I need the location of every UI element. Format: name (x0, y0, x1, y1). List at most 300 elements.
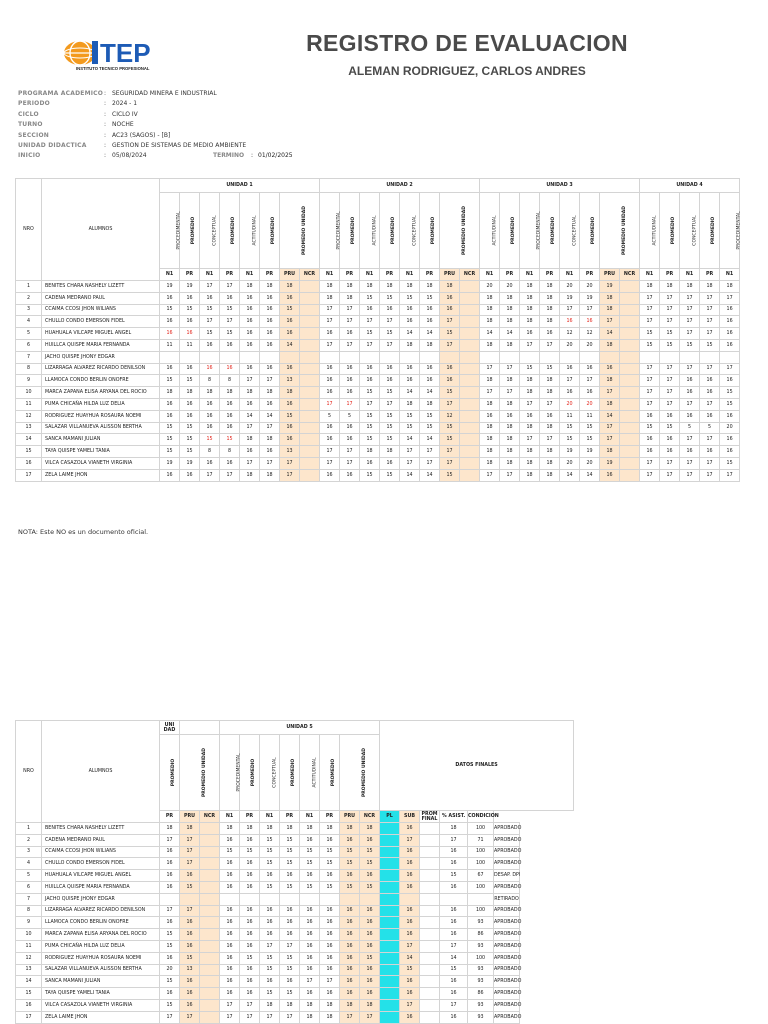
grade-cell: 17 (420, 457, 440, 469)
grade-cell: 16 (720, 339, 740, 351)
grade-cell (460, 375, 480, 387)
grade-cell (300, 328, 320, 340)
column-header-label: CONCEPTUAL (412, 215, 418, 246)
row-number: 12 (16, 410, 42, 422)
grade-cell: 17 (340, 1011, 360, 1023)
grade-cell: 15 (340, 881, 360, 893)
column-header-label: PROMEDIO (351, 216, 357, 245)
grade-cell: 18 (300, 999, 320, 1011)
table-row (16, 1011, 574, 1023)
row-number: 5 (16, 328, 42, 340)
grade-cell (620, 410, 640, 422)
grade-cell: 16 (320, 375, 340, 387)
table-row (16, 846, 574, 858)
grade-cell: 18 (280, 999, 300, 1011)
column-header (280, 193, 320, 269)
grade-cell: 16 (340, 469, 360, 481)
grade-cell: 20 (500, 281, 520, 293)
grade-cell: 15 (360, 469, 380, 481)
grade-cell: 16 (340, 940, 360, 952)
column-header (560, 193, 580, 269)
column-header-label: PROCEDIMENTAL (336, 211, 342, 250)
column-header-label: PROMEDIO (331, 758, 337, 787)
grade-cell: 18 (380, 281, 400, 293)
grade-cell: 18 (340, 823, 360, 835)
grade-cell: 15 (440, 469, 460, 481)
grade-cell: 100 (468, 905, 494, 917)
sub-header-ncr: NCR (360, 811, 380, 823)
grade-cell: 16 (340, 375, 360, 387)
student-name-cell: TAYA QUISPE YAMELI TANIA (42, 988, 160, 1000)
grade-cell: 15 (300, 858, 320, 870)
grade-cell: 16 (340, 434, 360, 446)
grade-cell: 20 (720, 422, 740, 434)
grade-cell: 16 (320, 940, 340, 952)
grade-cell: 18 (500, 304, 520, 316)
grade-cell: 15 (720, 457, 740, 469)
grade-cell: 20 (480, 281, 500, 293)
grade-cell: 16 (420, 316, 440, 328)
grade-cell: 100 (468, 823, 494, 835)
grade-cell: 16 (260, 316, 280, 328)
grade-cell (200, 976, 220, 988)
grade-cell: 16 (700, 375, 720, 387)
grade-cell: 16 (280, 917, 300, 929)
table-row (16, 434, 740, 446)
grade-cell: 16 (640, 434, 660, 446)
column-header-label: PROCEDIMENTAL (236, 753, 242, 792)
grade-cell: 18 (480, 457, 500, 469)
grade-cell (460, 292, 480, 304)
info-value: NOCHE (112, 121, 134, 129)
grade-cell: 16 (340, 929, 360, 941)
student-name-cell: SALAZAR VILLANUEVA ALISSON BERTHA (42, 422, 160, 434)
grade-cell: 16 (180, 398, 200, 410)
grade-cell: 16 (220, 858, 240, 870)
column-header (580, 193, 600, 269)
grade-cell (300, 304, 320, 316)
grade-cell (620, 422, 640, 434)
grade-cell (620, 457, 640, 469)
row-number: 4 (16, 316, 42, 328)
condition-cell: APROBADO (494, 999, 520, 1011)
grade-cell: 18 (520, 292, 540, 304)
grade-cell: 16 (240, 834, 260, 846)
grade-cell: 15 (260, 952, 280, 964)
student-name-cell: CHULLO CONDO EMERSON FIDEL (42, 858, 160, 870)
grade-cell: 16 (440, 1011, 468, 1023)
grade-cell: 16 (440, 917, 468, 929)
student-name-cell: JACHO QUISPE JHONY EDGAR (42, 893, 160, 905)
grade-cell: 18 (540, 375, 560, 387)
column-header (260, 193, 280, 269)
grade-cell: 15 (360, 328, 380, 340)
grade-cell: 18 (240, 823, 260, 835)
grade-cell: 15 (420, 410, 440, 422)
grade-cell (200, 988, 220, 1000)
grade-cell: 16 (440, 858, 468, 870)
grade-cell: 17 (500, 363, 520, 375)
sub-header-n1: N1 (360, 269, 380, 281)
grade-cell: 18 (540, 281, 560, 293)
sub-header-pr: PR (240, 811, 260, 823)
student-name-cell: CADENA MEDRANO PAUL (42, 292, 160, 304)
grade-cell (420, 1011, 440, 1023)
grade-cell: 16 (160, 316, 180, 328)
grade-cell: 15 (220, 328, 240, 340)
grade-cell: 16 (560, 363, 580, 375)
student-name-cell: RODRIGUEZ HUAYHUA ROSAURA NOEMI (42, 410, 160, 422)
grade-cell: 17 (220, 281, 240, 293)
grade-cell: 17 (320, 339, 340, 351)
grade-cell (200, 893, 220, 905)
grade-cell: 16 (160, 870, 180, 882)
grade-cell: 86 (468, 988, 494, 1000)
grade-cell: 17 (360, 339, 380, 351)
grade-cell: 16 (320, 964, 340, 976)
grade-cell: 16 (660, 434, 680, 446)
grade-cell: 16 (220, 976, 240, 988)
grade-cell (380, 988, 400, 1000)
grade-cell (620, 292, 640, 304)
grade-cell (300, 398, 320, 410)
sub-header-n1: N1 (720, 269, 740, 281)
grade-cell: 18 (340, 999, 360, 1011)
grade-cell: 17 (200, 469, 220, 481)
grade-cell: 17 (440, 446, 460, 458)
condition-cell: APROBADO (494, 988, 520, 1000)
sub-header-n1: N1 (640, 269, 660, 281)
sub-header-pr: PR (380, 269, 400, 281)
grade-cell (460, 446, 480, 458)
grade-cell: 16 (160, 881, 180, 893)
student-name-cell: HUILLCA QUISPE MARIA FERNANDA (42, 339, 160, 351)
grade-cell: 16 (160, 328, 180, 340)
grade-cell: 17 (240, 375, 260, 387)
grade-cell: 17 (200, 316, 220, 328)
sub-header-pr: PR (320, 811, 340, 823)
grade-cell: 16 (400, 929, 420, 941)
grade-cell: 16 (220, 952, 240, 964)
grade-cell: 16 (300, 940, 320, 952)
grade-cell (380, 976, 400, 988)
grade-cell: 15 (200, 328, 220, 340)
table-row (16, 457, 740, 469)
grade-cell (260, 351, 280, 363)
row-number: 9 (16, 917, 42, 929)
grade-cell (620, 446, 640, 458)
grade-cell: 18 (360, 823, 380, 835)
grade-cell: 18 (520, 387, 540, 399)
column-header-label: ACTITUDINAL (312, 757, 318, 788)
grade-cell: 16 (400, 375, 420, 387)
grade-cell: 15 (720, 387, 740, 399)
grade-cell: 15 (280, 858, 300, 870)
column-header (420, 193, 440, 269)
grade-cell: 16 (700, 410, 720, 422)
grade-cell: 16 (160, 917, 180, 929)
grade-cell (480, 351, 500, 363)
grade-cell: 17 (300, 976, 320, 988)
grade-cell: 16 (220, 457, 240, 469)
grade-cell: 17 (640, 469, 660, 481)
grade-cell: 16 (380, 457, 400, 469)
grade-cell: 16 (320, 870, 340, 882)
grade-cell (420, 846, 440, 858)
grade-cell: 16 (180, 940, 200, 952)
grade-cell: 16 (280, 398, 300, 410)
grade-cell: 17 (380, 339, 400, 351)
grade-cell: 17 (560, 375, 580, 387)
grade-cell: 17 (380, 316, 400, 328)
grade-cell: 16 (240, 858, 260, 870)
grade-cell: 17 (440, 398, 460, 410)
grade-cell: 15 (160, 434, 180, 446)
grade-cell: 18 (480, 339, 500, 351)
grade-cell: 16 (160, 292, 180, 304)
student-name-cell: LIZARRAGA ALVAREZ RICARDO DENILSON (42, 363, 160, 375)
grade-cell (440, 351, 460, 363)
grade-cell: 15 (440, 422, 460, 434)
grade-cell: 17 (700, 363, 720, 375)
sub-header-pr: PR (540, 269, 560, 281)
grade-cell: 18 (500, 375, 520, 387)
column-header (160, 735, 180, 811)
grade-cell: 18 (600, 292, 620, 304)
grade-cell: 17 (640, 457, 660, 469)
grade-cell: 17 (680, 398, 700, 410)
grade-cell: 16 (160, 988, 180, 1000)
student-name: ALEMAN RODRIGUEZ, CARLOS ANDRES (348, 64, 586, 78)
grade-cell: 16 (400, 905, 420, 917)
grade-cell: 18 (280, 823, 300, 835)
grade-cell: 15 (180, 304, 200, 316)
grade-cell: 16 (540, 410, 560, 422)
grade-cell: 16 (320, 834, 340, 846)
grade-cell: 15 (160, 940, 180, 952)
grade-cell: 18 (540, 292, 560, 304)
grade-cell: 18 (520, 422, 540, 434)
grade-cell: 15 (680, 339, 700, 351)
grade-cell: 16 (160, 398, 180, 410)
grade-cell (300, 422, 320, 434)
sub-header-pru: PRU (340, 811, 360, 823)
info-label: CICLO (18, 110, 39, 118)
student-name-cell: PUMA CHICAÑA HILDA LUZ DELIA (42, 940, 160, 952)
grade-cell (380, 823, 400, 835)
table-row (16, 316, 740, 328)
sub-header-pr: PR (160, 811, 180, 823)
grade-cell: 16 (560, 316, 580, 328)
grade-cell (280, 351, 300, 363)
grade-cell: 16 (440, 905, 468, 917)
grade-cell: 16 (360, 988, 380, 1000)
grade-cell: 20 (580, 457, 600, 469)
column-header-label: PROCEDIMENTAL (736, 211, 742, 250)
grade-cell: 16 (440, 988, 468, 1000)
grade-cell: 16 (240, 292, 260, 304)
grade-cell: 17 (660, 363, 680, 375)
grade-cell: 15 (420, 422, 440, 434)
grade-cell: 16 (180, 410, 200, 422)
grade-cell: 16 (180, 870, 200, 882)
grade-cell: 71 (468, 834, 494, 846)
student-name-cell: ZELA LAIME JHON (42, 1011, 160, 1023)
grade-cell (380, 905, 400, 917)
grade-cell: 15 (260, 988, 280, 1000)
row-number: 6 (16, 881, 42, 893)
row-number: 11 (16, 940, 42, 952)
grade-cell (620, 316, 640, 328)
grade-cell: 17 (600, 434, 620, 446)
grade-cell: 16 (220, 339, 240, 351)
grade-cell: 16 (440, 881, 468, 893)
grade-cell: 14 (480, 328, 500, 340)
grade-cell: 16 (320, 988, 340, 1000)
grade-cell: 18 (700, 281, 720, 293)
grade-cell: 16 (560, 387, 580, 399)
grade-cell (620, 434, 640, 446)
grade-cell: 16 (280, 328, 300, 340)
sub-header-cond: CONDICION (468, 811, 494, 823)
grade-cell (380, 940, 400, 952)
grade-cell: 18 (520, 375, 540, 387)
row-number: 10 (16, 387, 42, 399)
grade-cell: 16 (240, 905, 260, 917)
grade-cell: 18 (520, 281, 540, 293)
grade-cell: 18 (500, 457, 520, 469)
grade-cell: 16 (580, 387, 600, 399)
grade-cell: 17 (440, 940, 468, 952)
grade-cell: 16 (240, 339, 260, 351)
sub-header-ncr: NCR (460, 269, 480, 281)
column-header (320, 735, 340, 811)
grade-cell: 11 (180, 339, 200, 351)
grade-cell (420, 823, 440, 835)
column-header-label: PROCEDIMENTAL (176, 211, 182, 250)
row-number: 13 (16, 964, 42, 976)
grade-cell: 15 (180, 422, 200, 434)
column-header (380, 193, 400, 269)
column-header-label: PROMEDIO (171, 758, 177, 787)
grade-cell: 93 (468, 964, 494, 976)
alumnos-header: ALUMNOS (42, 179, 160, 281)
column-header (520, 193, 540, 269)
grade-cell: 18 (480, 292, 500, 304)
grade-cell (240, 351, 260, 363)
grade-cell: 15 (400, 422, 420, 434)
table-row (16, 410, 740, 422)
grade-cell (340, 351, 360, 363)
grade-cell: 16 (220, 940, 240, 952)
grade-cell (160, 893, 180, 905)
grade-cell: 16 (180, 976, 200, 988)
unit-header-blank (180, 721, 220, 735)
grade-cell: 17 (340, 339, 360, 351)
grade-cell: 15 (380, 434, 400, 446)
grade-cell: 14 (420, 434, 440, 446)
start-date: 05/08/2024 (112, 152, 147, 160)
sub-header-pr: PR (260, 269, 280, 281)
table-row (16, 988, 574, 1000)
grade-cell: 18 (400, 281, 420, 293)
grade-cell (420, 952, 440, 964)
grade-cell: 17 (400, 940, 420, 952)
column-header (480, 193, 500, 269)
grade-cell: 17 (320, 446, 340, 458)
grade-cell: 16 (240, 398, 260, 410)
grade-cell: 18 (320, 1011, 340, 1023)
table-row (16, 905, 574, 917)
grade-cell: 17 (320, 457, 340, 469)
grade-cell: 16 (400, 881, 420, 893)
grade-cell: 17 (640, 292, 660, 304)
grade-cell: 17 (680, 457, 700, 469)
grade-cell: 16 (240, 976, 260, 988)
grade-cell (420, 988, 440, 1000)
student-name-cell: LLAMOCA CONDO BERLIN ONOFRE (42, 375, 160, 387)
grade-cell (640, 351, 660, 363)
table-row (16, 929, 574, 941)
grade-cell: 16 (340, 905, 360, 917)
grade-cell: 19 (160, 457, 180, 469)
grade-cell (380, 917, 400, 929)
grade-cell: 16 (500, 410, 520, 422)
nro-header: NRO (16, 179, 42, 281)
grade-cell: 93 (468, 999, 494, 1011)
grade-cell: 17 (720, 363, 740, 375)
grade-cell: 17 (240, 422, 260, 434)
grade-cell: 16 (220, 363, 240, 375)
grade-cell: 18 (480, 375, 500, 387)
table-row (16, 375, 740, 387)
grade-cell: 16 (300, 834, 320, 846)
grade-cell: 16 (720, 375, 740, 387)
itep-logo (56, 38, 186, 72)
grade-cell: 17 (220, 999, 240, 1011)
grade-cell: 16 (420, 363, 440, 375)
grade-cell: 18 (480, 304, 500, 316)
grade-cell: 16 (660, 410, 680, 422)
grade-cell: 16 (280, 976, 300, 988)
sub-header-pr: PR (420, 269, 440, 281)
grade-cell (180, 893, 200, 905)
column-header-label: CONCEPTUAL (272, 757, 278, 788)
grade-cell (200, 1011, 220, 1023)
grade-cell: 17 (280, 940, 300, 952)
grade-cell: 16 (300, 964, 320, 976)
table-row (16, 304, 740, 316)
grade-cell: 16 (340, 870, 360, 882)
condition-cell: APROBADO (494, 929, 520, 941)
grade-cell: 16 (400, 988, 420, 1000)
table-row (16, 881, 574, 893)
grade-cell (600, 351, 620, 363)
grade-cell: 16 (340, 387, 360, 399)
grade-cell: 16 (480, 410, 500, 422)
grade-cell: 5 (700, 422, 720, 434)
grade-cell: 15 (180, 446, 200, 458)
row-number: 14 (16, 434, 42, 446)
grade-cell: 18 (520, 446, 540, 458)
grade-cell: 11 (560, 410, 580, 422)
grade-cell: 15 (200, 304, 220, 316)
grade-cell (380, 964, 400, 976)
grade-cell: 16 (220, 964, 240, 976)
grade-cell: 15 (380, 328, 400, 340)
grade-cell: 16 (160, 846, 180, 858)
grade-cell: 16 (340, 988, 360, 1000)
